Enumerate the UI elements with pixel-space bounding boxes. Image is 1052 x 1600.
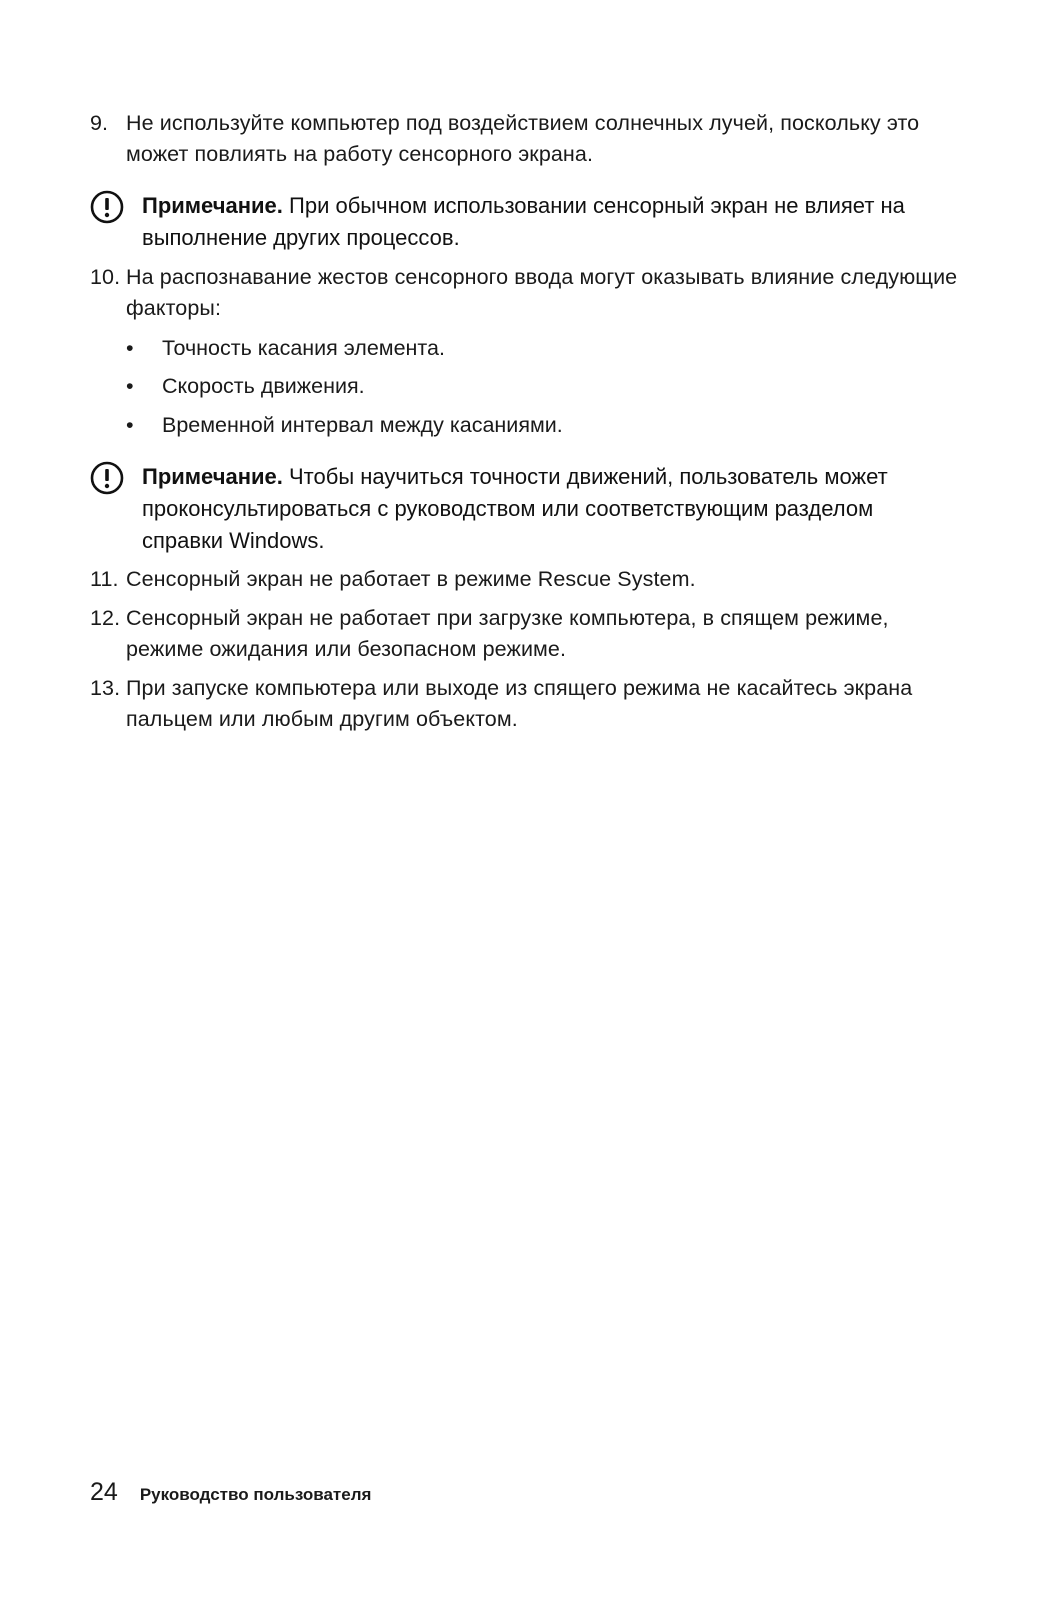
page-number: 24 (90, 1478, 118, 1506)
bullet-item (126, 371, 926, 402)
list-item (90, 108, 970, 170)
bullet-icon: • (126, 374, 134, 398)
bullet-text: Точность касания элемента. (162, 336, 445, 360)
note-block (90, 461, 960, 557)
bullet-text: Скорость движения. (162, 374, 365, 398)
list-item-number: 9. (90, 111, 109, 135)
list-item-text: Не используйте компьютер под воздействием солнечных лучей, поскольку это может повлиять на работу сенсорного экрана. (126, 111, 920, 166)
list-item-text: На распознавание жестов сенсорного ввода могут оказывать влияние следующие факторы: (126, 265, 958, 320)
list-item-text: Сенсорный экран не работает в режиме Rescue System. (126, 567, 696, 591)
note-label: Примечание. (142, 193, 283, 218)
list-item-number: 12. (90, 606, 121, 630)
note-content: При обычном использовании сенсорный экран не влияет на выполнение других процессов. (142, 193, 905, 250)
bullet-icon: • (126, 336, 134, 360)
page-footer (90, 1478, 371, 1512)
exclamation-circle-icon (90, 461, 124, 495)
bullet-item (126, 333, 926, 364)
bullet-item (126, 410, 926, 441)
note-content: Чтобы научиться точности движений, пользователь может проконсультироваться с руководством или соответствующим разделом справки Windows. (142, 464, 888, 553)
note-block (90, 190, 960, 254)
list-item (90, 673, 970, 735)
bullet-icon: • (126, 413, 134, 437)
note-label: Примечание. (142, 464, 283, 489)
note-text (142, 190, 960, 254)
note-text (142, 461, 960, 557)
list-item (90, 262, 970, 324)
bullet-text: Временной интервал между касаниями. (162, 413, 563, 437)
list-item-text: При запуске компьютера или выходе из спящего режима не касайтесь экрана пальцем или любым другим объектом. (126, 676, 913, 731)
list-item-text: Сенсорный экран не работает при загрузке компьютера, в спящем режиме, режиме ожидания или безопасном режиме. (126, 606, 889, 661)
list-item-number: 13. (90, 676, 121, 700)
list-item (90, 603, 970, 665)
list-item-number: 10. (90, 265, 121, 289)
exclamation-circle-icon (90, 190, 124, 224)
list-item-number: 11. (90, 567, 119, 591)
document-title: Руководство пользователя (139, 1485, 372, 1504)
list-item (90, 564, 970, 595)
